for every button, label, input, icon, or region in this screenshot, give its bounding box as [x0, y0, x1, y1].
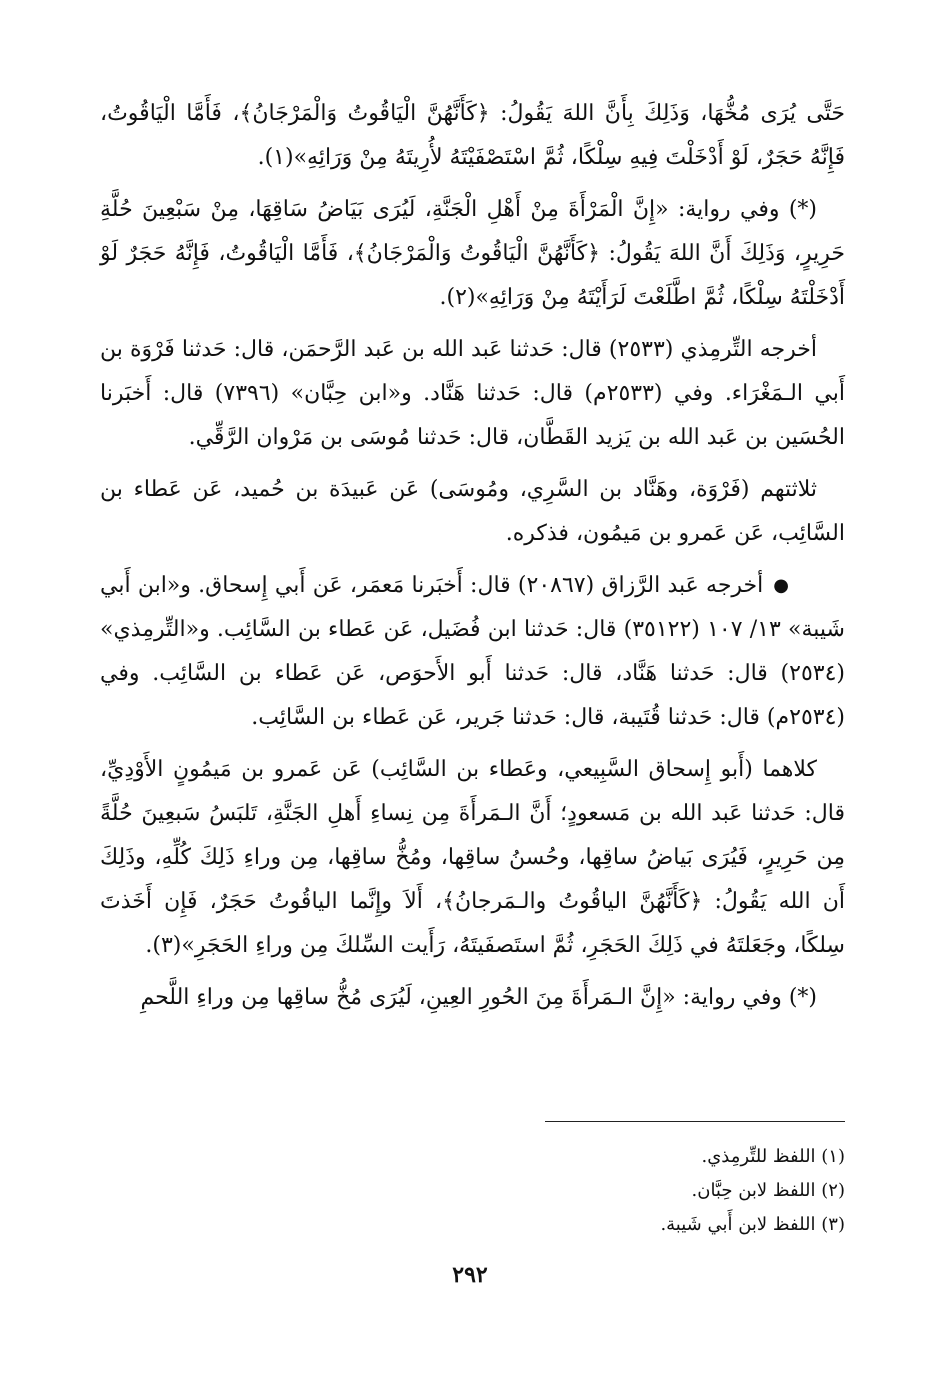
paragraph-takhrij-2-text: أخرجه عَبد الرَّزاق (٢٠٨٦٧) قال: أَخبَرنا مَعمَر، عَن أَبي إِسحاق. و«ابن أَبي شَيبة» ١٣/ ١٠٧ (٣٥١٢٢) قال: حَدثنا ابن فُضَيل، عَن عَطاء بن السَّائِب. و«التِّرمِذي» (٢٥٣٤) قال: حَدثنا هَنَّاد، قال: حَدثنا أَبو الأَحوَص، عَن عَطاء بن السَّائِب. وفي (٢٥٣٤م) قال: حَدثنا قُتَيبة، قال: حَدثنا جَرير، عَن عَطاء بن السَّائِب. — [100, 573, 845, 730]
paragraph-variant-narration-2: (*) وفي رواية: «إِنَّ الـمَرأَةَ مِنَ الحُورِ العِينِ، لَيُرَى مُخُّ ساقِها مِن وراءِ اللَّحمِ — [140, 985, 817, 1010]
bullet-icon: ● — [773, 575, 789, 596]
main-text — [100, 92, 845, 1028]
footnote-1: (١) اللفظ للتِّرمِذي. — [701, 1146, 845, 1167]
paragraph-chain-2: كلاهما (أَبو إِسحاق السَّبِيعي، وعَطاء بن السَّائِب) عَن عَمرو بن مَيمُونٍ الأَوْدِيِّ، قال: حَدثنا عَبد الله بن مَسعودٍ؛ أَنَّ الـمَرأَةَ مِن نِساءِ أَهلِ الجَنَّةِ، تَلبَسُ سَبعِينَ حُلَّةً مِن حَرِيرٍ، فَيُرَى بَياضُ ساقِها، وحُسنُ ساقِها، ومُخُّ ساقِها، مِن وراءِ ذَلِكَ كُلِّهِ، وذَلِكَ أَن الله يَقُولُ: ﴿كَأَنَّهُنَّ الياقُوتُ والـمَرجانُ﴾، أَلاَ وإِنَّما الياقُوتُ حَجَرٌ، فَإِن أَخَذتَ سِلكًا، وجَعَلتَهُ في ذَلِكَ الحَجَرِ، ثُمَّ استَصفَيتَهُ، رَأَيت السِّلكَ مِن وراءِ الحَجَرِ»(٣). — [100, 757, 845, 958]
paragraph-hadith-continuation: حَتَّى يُرَى مُخُّهَا، وَذَلِكَ بِأَنَّ اللهَ يَقُولُ: ﴿كَأَنَّهُنَّ الْيَاقُوتُ وَالْمَرْجَانُ﴾، فَأَمَّا الْيَاقُوتُ، فَإِنَّهُ حَجَرٌ، لَوْ أَدْخَلْتَ فِيهِ سِلْكًا، ثُمَّ اسْتَصْفَيْتَهُ لأُرِيتَهُ مِنْ وَرَائِهِ»(١). — [100, 101, 845, 170]
page-number: ٢٩٢ — [452, 1262, 488, 1288]
footnotes — [300, 1140, 845, 1242]
paragraph-variant-narration-1: (*) وفي رواية: «إِنَّ الْمَرْأَةَ مِنْ أَهْلِ الْجَنَّةِ، لَيُرَى بَيَاضُ سَاقِهَا، مِنْ سَبْعِينَ حُلَّةِ حَرِيرٍ، وَذَلِكَ أَنَّ اللهَ يَقُولُ: ﴿كَأَنَّهُنَّ الْيَاقُوتُ وَالْمَرْجَانُ﴾، فَأَمَّا الْيَاقُوتُ، فَإِنَّهُ حَجَرٌ لَوْ أَدْخَلْتَهُ سِلْكًا، ثُمَّ اطَّلَعْتَ لَرَأَيْتَهُ مِنْ وَرَائِهِ»(٢). — [100, 197, 845, 310]
paragraph-chain-1: ثلاثتهم (فَرْوَة، وهَنَّاد بن السَّرِي، ومُوسَى) عَن عَبيدَة بن حُميد، عَن عَطاء بن السَّائِب، عَن عَمرو بن مَيمُون، فذكره. — [100, 477, 845, 546]
footnote-2: (٢) اللفظ لابن حِبَّان. — [691, 1180, 845, 1201]
footnote-divider — [545, 1121, 845, 1122]
footnote-3: (٣) اللفظ لابن أَبي شَيبة. — [660, 1214, 845, 1235]
paragraph-takhrij-2 — [100, 564, 845, 740]
paragraph-takhrij-1: أخرجه التِّرمِذي (٢٥٣٣) قال: حَدثنا عَبد الله بن عَبد الرَّحمَن، قال: حَدثنا فَرْوَة بن أَبي الـمَغْرَاء. وفي (٢٥٣٣م) قال: حَدثنا هَنَّاد. و«ابن حِبَّان» (٧٣٩٦) قال: أَخبَرنا الحُسَين بن عَبد الله بن يَزيد القَطَّان، قال: حَدثنا مُوسَى بن مَرْوان الرَّقِّي. — [100, 337, 845, 450]
